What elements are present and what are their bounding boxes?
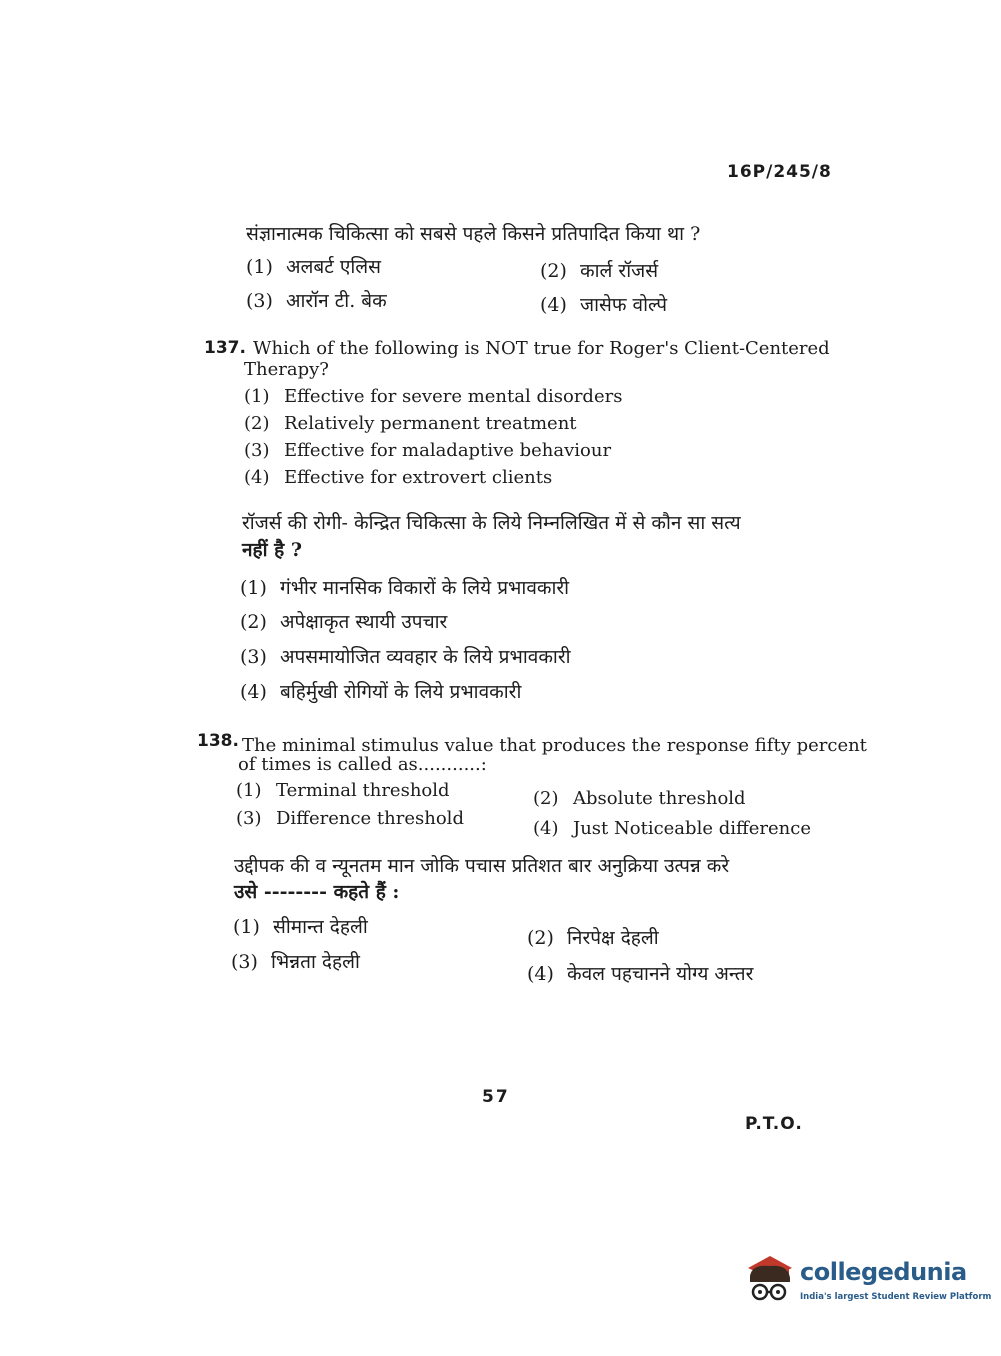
option-text: गंभीर मानसिक विकारों के लिये प्रभावकारी bbox=[280, 577, 570, 599]
option-text: निरपेक्ष देहली bbox=[567, 927, 659, 949]
q138-question-line2: of times is called as...........: bbox=[238, 754, 487, 775]
option-number: (4) bbox=[527, 963, 554, 985]
q137-option-4 bbox=[244, 467, 552, 488]
q137-option-2 bbox=[244, 413, 577, 434]
collegedunia-logo bbox=[742, 1252, 992, 1312]
option-number: (1) bbox=[233, 916, 260, 938]
option-number: (3) bbox=[231, 951, 258, 973]
q136-hi-option-4 bbox=[540, 291, 667, 317]
q138-option-1 bbox=[236, 780, 450, 801]
option-number: (3) bbox=[236, 808, 262, 829]
q137-question-line2: Therapy? bbox=[244, 359, 329, 380]
option-text: बहिर्मुखी रोगियों के लिये प्रभावकारी bbox=[280, 681, 522, 703]
option-number: (4) bbox=[533, 818, 559, 839]
q138-hi-option-4 bbox=[527, 960, 753, 986]
q137-option-3 bbox=[244, 440, 611, 461]
pto-label: P.T.O. bbox=[745, 1114, 803, 1134]
option-number: (2) bbox=[240, 611, 267, 633]
option-text: केवल पहचानने योग्य अन्तर bbox=[567, 963, 754, 985]
q137-hi-option-4 bbox=[240, 678, 521, 704]
q136-hi-option-1 bbox=[246, 253, 381, 279]
option-text: अपेक्षाकृत स्थायी उपचार bbox=[280, 611, 448, 633]
option-text: जासेफ वोल्पे bbox=[580, 294, 667, 316]
option-number: (4) bbox=[540, 294, 567, 316]
option-text: कार्ल रॉजर्स bbox=[580, 260, 659, 282]
q138-hi-option-2 bbox=[527, 924, 659, 950]
logo-name: collegedunia bbox=[800, 1258, 967, 1286]
option-text: Effective for severe mental disorders bbox=[284, 386, 623, 407]
option-text: भिन्नता देहली bbox=[271, 951, 360, 973]
option-number: (1) bbox=[240, 577, 267, 599]
q137-hi-option-2 bbox=[240, 608, 447, 634]
option-text: Absolute threshold bbox=[573, 788, 746, 809]
option-text: सीमान्त देहली bbox=[273, 916, 368, 938]
option-number: (4) bbox=[240, 681, 267, 703]
q138-hi-option-1 bbox=[233, 913, 368, 939]
logo-tagline: India's largest Student Review Platform bbox=[800, 1292, 992, 1302]
option-number: (2) bbox=[540, 260, 567, 282]
option-number: (2) bbox=[533, 788, 559, 809]
q138-number: 138. bbox=[197, 731, 239, 751]
option-number: (2) bbox=[244, 413, 270, 434]
option-text: अपसमायोजित व्यवहार के लिये प्रभावकारी bbox=[280, 646, 571, 668]
q136-hi-question: संज्ञानात्मक चिकित्सा को सबसे पहले किसने प्रतिपादित किया था ? bbox=[246, 223, 701, 245]
option-text: अलबर्ट एलिस bbox=[286, 256, 382, 278]
q138-question-line1: The minimal stimulus value that produces the response fifty percent bbox=[242, 735, 867, 756]
option-text: Terminal threshold bbox=[276, 780, 450, 801]
mascot-icon bbox=[742, 1252, 798, 1312]
q138-hi-option-3 bbox=[231, 948, 360, 974]
option-number: (2) bbox=[527, 927, 554, 949]
option-number: (4) bbox=[244, 467, 270, 488]
q137-hi-option-3 bbox=[240, 643, 571, 669]
q137-option-1 bbox=[244, 386, 622, 407]
page-number: 57 bbox=[482, 1087, 510, 1107]
q138-hi-question-line2: उसे -------- कहते हैं : bbox=[234, 881, 400, 903]
option-number: (3) bbox=[244, 440, 270, 461]
paper-code: 16P/245/8 bbox=[727, 162, 832, 182]
option-text: आरॉन टी. बेक bbox=[286, 290, 387, 312]
q137-hi-question-line2: नहीं है ? bbox=[242, 539, 303, 561]
q137-number: 137. bbox=[204, 338, 246, 358]
option-number: (3) bbox=[246, 290, 273, 312]
option-number: (3) bbox=[240, 646, 267, 668]
q136-hi-option-3 bbox=[246, 287, 387, 313]
q138-option-2 bbox=[533, 788, 746, 809]
option-number: (1) bbox=[244, 386, 270, 407]
q138-option-4 bbox=[533, 818, 811, 839]
q137-question-line1: Which of the following is NOT true for Roger's Client-Centered bbox=[253, 338, 830, 359]
option-text: Relatively permanent treatment bbox=[284, 413, 577, 434]
option-text: Effective for extrovert clients bbox=[284, 467, 553, 488]
q138-option-3 bbox=[236, 808, 464, 829]
q137-hi-question-line1: रॉजर्स की रोगी- केन्द्रित चिकित्सा के लिये निम्नलिखित में से कौन सा सत्य bbox=[242, 512, 741, 534]
option-text: Just Noticeable difference bbox=[573, 818, 811, 839]
q136-hi-option-2 bbox=[540, 257, 658, 283]
option-text: Difference threshold bbox=[276, 808, 464, 829]
option-number: (1) bbox=[236, 780, 262, 801]
q138-hi-question-line1: उद्दीपक की व न्यूनतम मान जोकि पचास प्रतिशत बार अनुक्रिया उत्पन्न करे bbox=[234, 855, 730, 877]
option-text: Effective for maladaptive behaviour bbox=[284, 440, 612, 461]
option-number: (1) bbox=[246, 256, 273, 278]
q137-hi-option-1 bbox=[240, 574, 569, 600]
